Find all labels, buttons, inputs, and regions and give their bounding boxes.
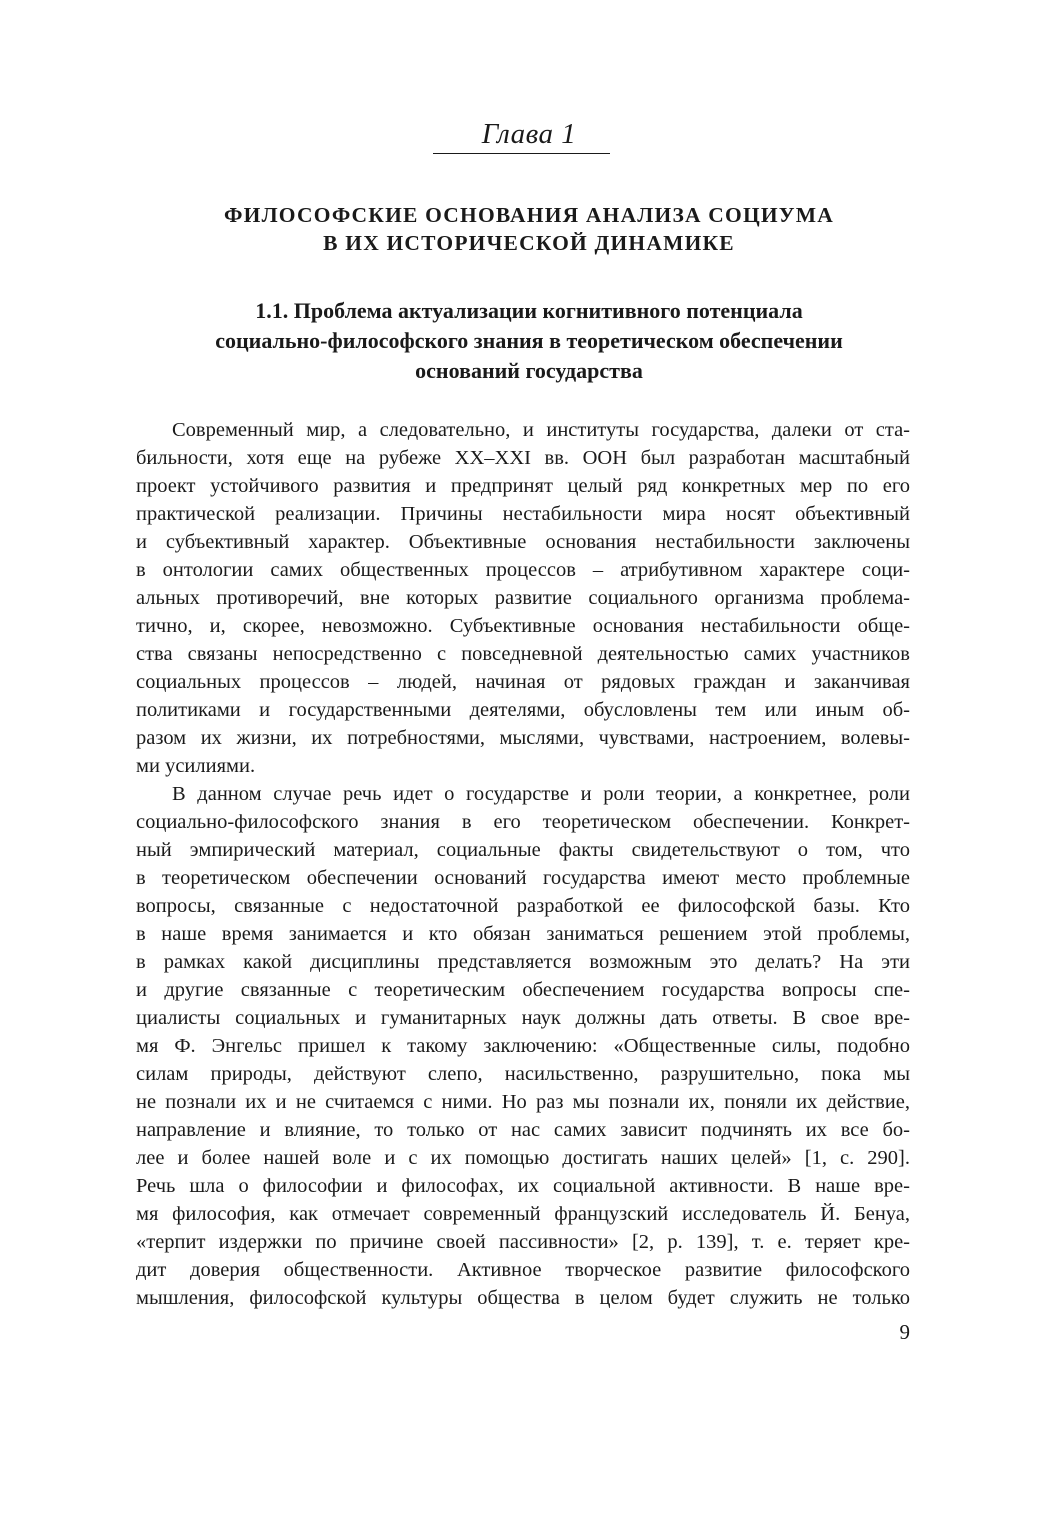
- text-line: альных противоречий, вне которых развитие социального организма проблема-: [136, 587, 910, 609]
- text-line: проект устойчивого развития и предпринят целый ряд конкретных мер по его: [136, 475, 910, 497]
- text-line: социальных процессов – людей, начиная от рядовых граждан и заканчивая: [136, 671, 910, 693]
- body-text: [136, 416, 910, 1312]
- text-line: Современный мир, а следовательно, и институты государства, далеки от ста-: [172, 419, 910, 441]
- chapter-heading: Глава 1: [481, 118, 577, 150]
- section-heading: [0, 296, 1058, 386]
- text-line: политиками и государственными деятелями, обусловлены тем или иным об-: [136, 699, 910, 721]
- text-line: «терпит издержки по причине своей пассивности» [2, p. 139], т. е. теряет кре-: [136, 1231, 910, 1253]
- text-line: ный эмпирический материал, социальные факты свидетельствуют о том, что: [136, 839, 910, 861]
- text-line: в наше время занимается и кто обязан заниматься решением этой проблемы,: [136, 923, 910, 945]
- text-line: в рамках какой дисциплины представляется возможным это делать? На эти: [136, 951, 910, 973]
- text-line: направление и влияние, то только от нас самих зависит подчинять их все бо-: [136, 1119, 910, 1141]
- text-line: практической реализации. Причины нестабильности мира носят объективный: [136, 503, 910, 525]
- text-line: не познали их и не считаемся с ними. Но раз мы познали их, поняли их действие,: [136, 1091, 910, 1113]
- chapter-title: [0, 201, 1058, 257]
- text-line: лее и более нашей воле и с их помощью достигать наших целей» [1, с. 290].: [136, 1147, 910, 1169]
- chapter-title-line: В ИХ ИСТОРИЧЕСКОЙ ДИНАМИКЕ: [323, 231, 735, 255]
- section-heading-line: 1.1. Проблема актуализации когнитивного потенциала: [255, 298, 803, 323]
- text-line: ми усилиями.: [136, 755, 256, 777]
- section-heading-line: оснований государства: [415, 358, 643, 383]
- chapter-title-line: ФИЛОСОФСКИЕ ОСНОВАНИЯ АНАЛИЗА СОЦИУМА: [223, 203, 834, 227]
- text-line: циалисты социальных и гуманитарных наук должны дать ответы. В свое вре-: [136, 1007, 910, 1029]
- text-line: В данном случае речь идет о государстве и роли теории, а конкретнее, роли: [172, 783, 910, 805]
- text-line: разом их жизни, их потребностями, мыслями, чувствами, настроением, волевы-: [136, 727, 910, 749]
- text-line: вопросы, связанные с недостаточной разработкой ее философской базы. Кто: [136, 895, 910, 917]
- text-line: ства связаны непосредственно с повседневной деятельностью самих участников: [136, 643, 910, 665]
- chapter-underline: [433, 153, 610, 154]
- text-line: и субъективный характер. Объективные основания нестабильности заключены: [136, 531, 910, 553]
- text-line: социально-философского знания в его теоретическом обеспечении. Конкрет-: [136, 811, 910, 833]
- page-number: 9: [899, 1320, 910, 1344]
- text-line: мышления, философской культуры общества в целом будет служить не только: [136, 1287, 910, 1309]
- text-line: силам природы, действуют слепо, насильственно, разрушительно, пока мы: [136, 1063, 910, 1085]
- text-line: в теоретическом обеспечении оснований государства имеют место проблемные: [136, 867, 910, 889]
- text-line: мя философия, как отмечает современный французский исследователь Й. Бенуа,: [136, 1203, 910, 1225]
- text-line: в онтологии самих общественных процессов – атрибутивном характере соци-: [136, 559, 910, 581]
- text-line: бильности, хотя еще на рубеже XX–XXI вв. ООН был разработан масштабный: [136, 447, 910, 469]
- text-line: мя Ф. Энгельс пришел к такому заключению: «Общественные силы, подобно: [136, 1035, 910, 1057]
- text-line: Речь шла о философии и философах, их социальной активности. В наше вре-: [136, 1175, 910, 1197]
- text-line: тично, и, скорее, невозможно. Субъективные основания нестабильности обще-: [136, 615, 910, 637]
- text-line: дит доверия общественности. Активное творческое развитие философского: [136, 1259, 910, 1281]
- section-heading-line: социально-философского знания в теоретическом обеспечении: [215, 328, 843, 353]
- text-line: и другие связанные с теоретическим обеспечением государства вопросы спе-: [136, 979, 910, 1001]
